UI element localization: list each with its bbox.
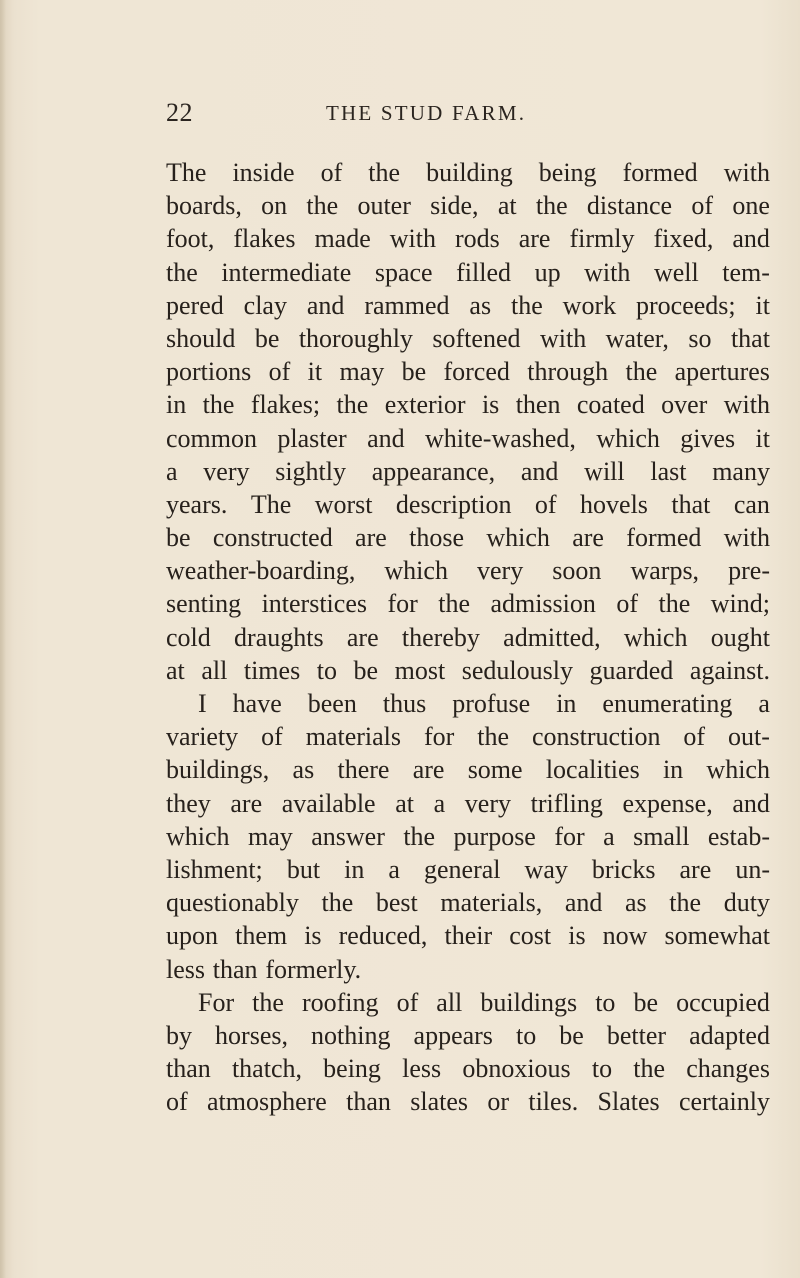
text-line: in the flakes; the exterior is then coated over with xyxy=(166,390,770,420)
text-line: a very sightly appearance, and will last many xyxy=(166,456,770,486)
text-line: foot, flakes made with rods are firmly fixed, and xyxy=(166,224,770,254)
text-line: portions of it may be forced through the apertures xyxy=(166,357,770,387)
page-number: 22 xyxy=(166,98,193,127)
text-line: lishment; but in a general way bricks are un- xyxy=(166,854,770,884)
text-line: senting interstices for the admission of the wind; xyxy=(166,589,770,619)
text-line: be constructed are those which are formed with xyxy=(166,523,770,553)
text-line: cold draughts are thereby admitted, which ought xyxy=(166,622,770,652)
text-line: upon them is reduced, their cost is now somewhat xyxy=(166,921,770,951)
text-line: years. The worst description of hovels that can xyxy=(166,489,770,519)
text-line: the intermediate space filled up with well tem- xyxy=(166,257,770,287)
text-line: less than formerly. xyxy=(166,954,362,984)
text-line: of atmosphere than slates or tiles. Slates certainly xyxy=(166,1087,770,1117)
text-line: variety of materials for the construction of out- xyxy=(166,722,770,752)
text-line: buildings, as there are some localities in which xyxy=(166,755,770,785)
text-line: pered clay and rammed as the work proceeds; it xyxy=(166,290,770,320)
text-line: I have been thus profuse in enumerating a xyxy=(198,689,770,718)
text-line: weather-boarding, which very soon warps, pre- xyxy=(166,556,770,586)
page-edge-shadow xyxy=(0,0,6,1278)
text-line: boards, on the outer side, at the distance of one xyxy=(166,191,770,221)
text-line: questionably the best materials, and as the duty xyxy=(166,888,770,918)
text-line: than thatch, being less obnoxious to the changes xyxy=(166,1054,770,1084)
running-head: THE STUD FARM. xyxy=(326,101,527,125)
body-text xyxy=(166,156,770,1118)
text-line: by horses, nothing appears to be better adapted xyxy=(166,1020,770,1050)
text-line: The inside of the building being formed with xyxy=(166,158,770,187)
page-header xyxy=(166,98,770,134)
text-line: which may answer the purpose for a small estab- xyxy=(166,821,770,851)
text-line: For the roofing of all buildings to be occupied xyxy=(198,987,770,1017)
text-line: at all times to be most sedulously guarded against. xyxy=(166,655,770,685)
text-line: they are available at a very trifling expense, and xyxy=(166,788,770,818)
text-line: common plaster and white-washed, which gives it xyxy=(166,423,770,453)
text-line: should be thoroughly softened with water, so that xyxy=(166,323,770,353)
